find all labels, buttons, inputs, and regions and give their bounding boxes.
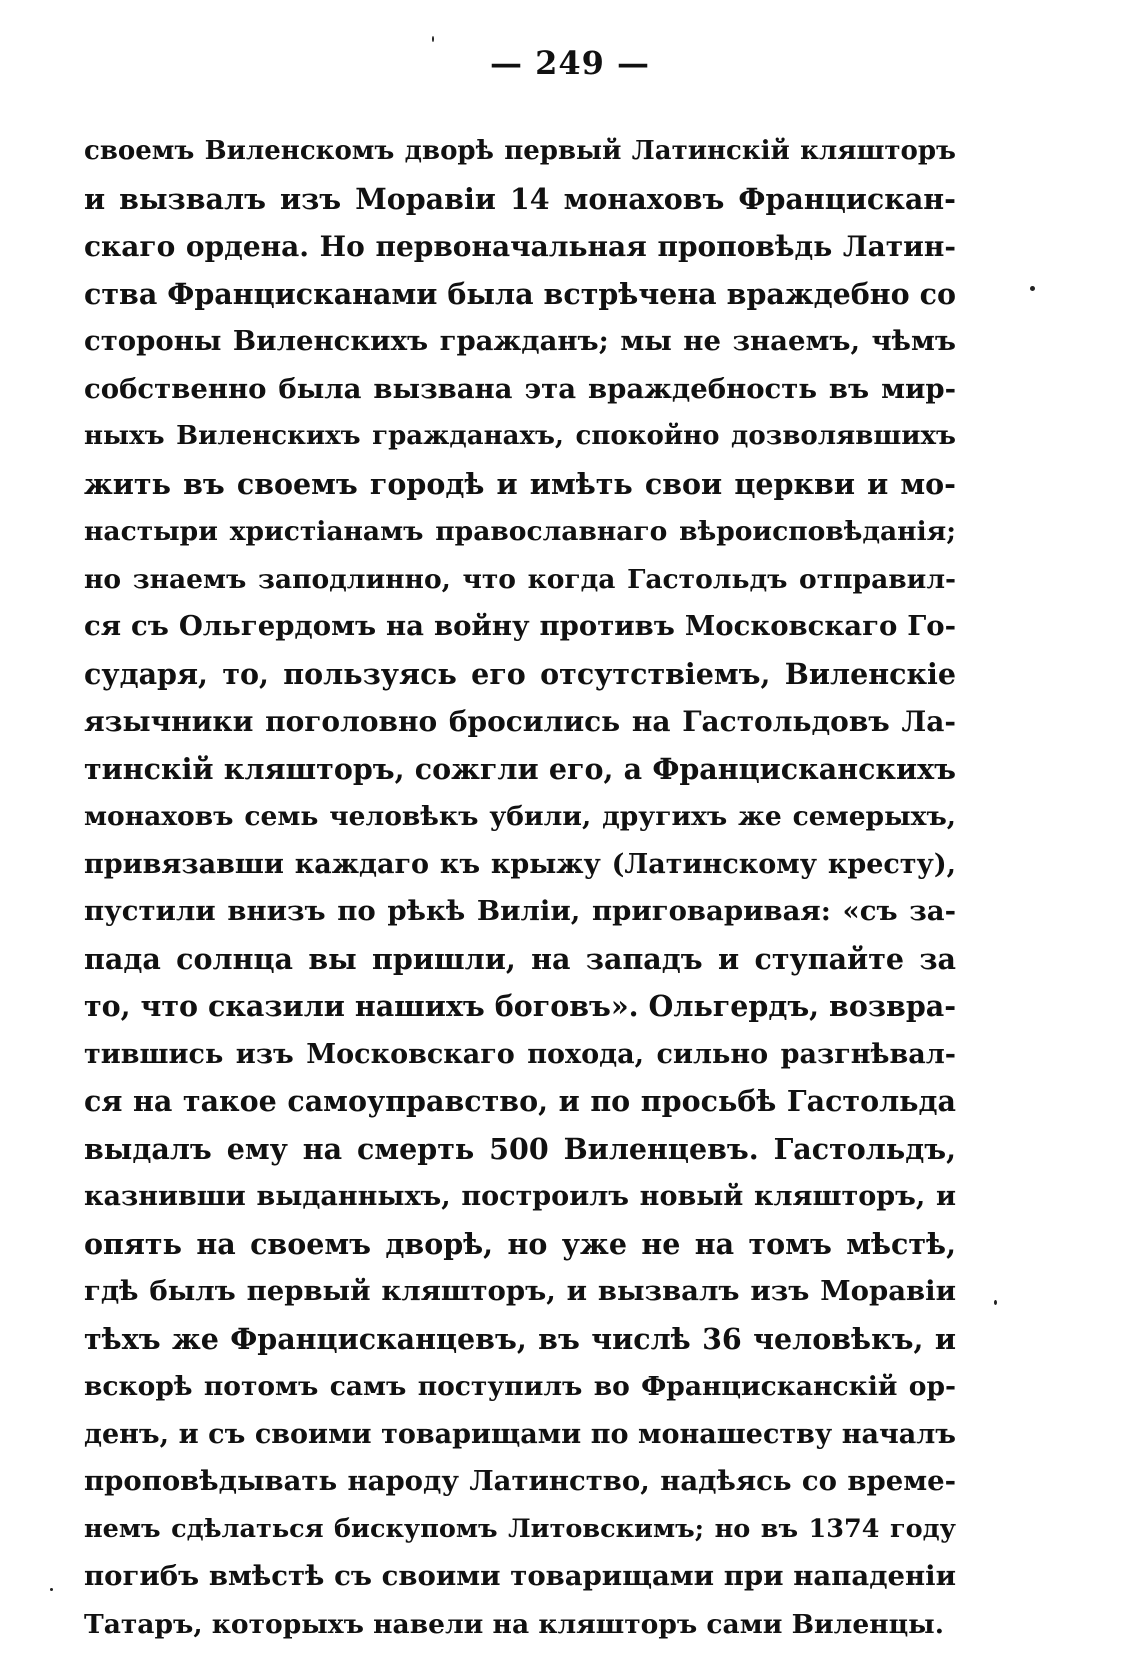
text-line: ся съ Ольгердомъ на войну противъ Московскаго Го- <box>84 610 956 642</box>
text-line: монаховъ семь человѣкъ убили, другихъ же семерыхъ, <box>84 801 956 832</box>
text-line: стороны Виленскихъ гражданъ; мы не знаемъ, чѣмъ <box>84 325 956 357</box>
body-text <box>84 128 956 1648</box>
text-line: немъ сдѣлаться бискупомъ Литовскимъ; но въ 1374 году <box>84 1513 956 1544</box>
text-line: казнивши выданныхъ, построилъ новый кляшторъ, и <box>84 1181 956 1212</box>
text-line: жить въ своемъ городѣ и имѣть свои церкви и мо- <box>84 466 956 501</box>
scan-speck <box>50 1588 53 1591</box>
text-line: настыри христіанамъ православнаго вѣроисповѣданія; <box>84 516 956 547</box>
text-line: и вызвалъ изъ Моравіи 14 монаховъ Францискан- <box>84 181 956 216</box>
text-line: ства Францисканами была встрѣчена враждебно со <box>84 276 956 311</box>
text-line: тившись изъ Московскаго похода, сильно разгнѣвал- <box>84 1038 956 1070</box>
text-line: язычники поголовно бросились на Гастольдовъ Ла- <box>84 705 956 738</box>
text-line: денъ, и съ своими товарищами по монашеству началъ <box>84 1418 956 1450</box>
text-line: вскорѣ потомъ самъ поступилъ во Францисканскій ор- <box>84 1371 956 1402</box>
text-line: тѣхъ же Францисканцевъ, въ числѣ 36 человѣкъ, и <box>84 1321 956 1356</box>
text-line: собственно была вызвана эта враждебность въ мир- <box>84 372 956 405</box>
scan-speck <box>1030 286 1035 291</box>
text-line: погибъ вмѣстѣ съ своими товарищами при нападеніи <box>84 1560 956 1592</box>
text-line: пустили внизъ по рѣкѣ Виліи, приговаривая: «съ за- <box>84 895 956 927</box>
text-line: опять на своемъ дворѣ, но уже не на томъ мѣстѣ, <box>84 1226 956 1261</box>
text-line: тинскій кляшторъ, сожгли его, а Францисканскихъ <box>84 751 956 786</box>
page-number: — 249 — <box>489 44 651 82</box>
text-line: Татаръ, которыхъ навели на кляшторъ сами Виленцы. <box>84 1608 944 1640</box>
text-line: привязавши каждаго къ крыжу (Латинскому кресту), <box>84 848 956 880</box>
text-line: пада солнца вы пришли, на западъ и ступайте за <box>84 941 956 976</box>
text-line: сударя, то, пользуясь его отсутствіемъ, Виленскіе <box>84 656 956 691</box>
scan-speck <box>994 1300 997 1305</box>
text-line: скаго ордена. Но первоначальная проповѣдь Латин- <box>84 230 956 263</box>
text-line: ныхъ Виленскихъ гражданахъ, спокойно дозволявшихъ <box>84 421 956 451</box>
text-line: ся на такое самоуправство, и по просьбѣ Гастольда <box>84 1084 956 1118</box>
text-line: своемъ Виленскомъ дворѣ первый Латинскій кляшторъ <box>84 136 956 166</box>
text-line: проповѣдывать народу Латинство, надѣясь со време- <box>84 1465 956 1497</box>
text-line: гдѣ былъ первый кляшторъ, и вызвалъ изъ Моравіи <box>84 1275 956 1307</box>
text-line: то, что сказили нашихъ боговъ». Ольгердъ, возвра- <box>84 989 957 1023</box>
text-line: но знаемъ заподлинно, что когда Гастольдъ отправил- <box>84 563 956 595</box>
scan-speck <box>432 36 434 42</box>
text-line: выдалъ ему на смерть 500 Виленцевъ. Гастольдъ, <box>84 1131 956 1166</box>
